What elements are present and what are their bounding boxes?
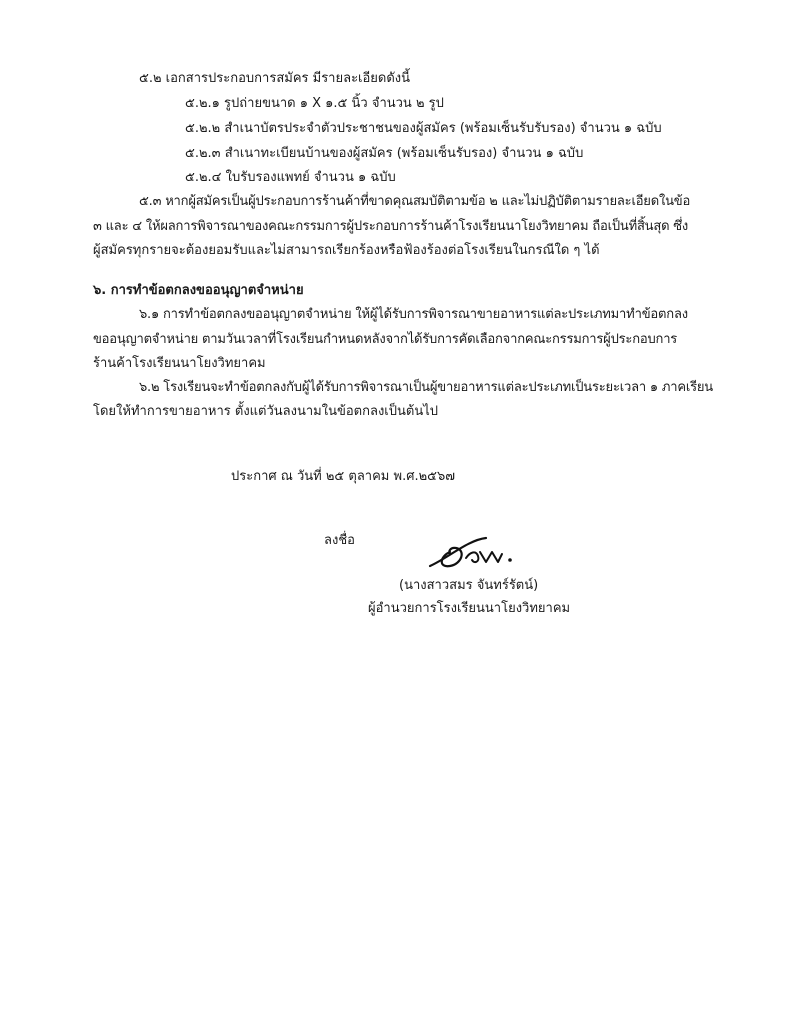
item-5-3-line1: ๕.๓ หากผู้สมัครเป็นผู้ประกอบการร้านค้าที่ขาดคุณสมบัติตามข้อ ๒ และไม่ปฏิบัติตามรายละเอียดในข้อ xyxy=(139,194,691,209)
announce-date: ประกาศ ณ วันที่ ๒๕ ตุลาคม พ.ศ.๒๕๖๗ xyxy=(231,469,456,484)
item-5-2-4: ๕.๒.๔ ใบรับรองแพทย์ จำนวน ๑ ฉบับ xyxy=(185,170,396,185)
signer-name: (นางสาวสมร จันทร์รัตน์) xyxy=(399,578,539,593)
item-5-2-3: ๕.๒.๓ สำเนาทะเบียนบ้านของผู้สมัคร (พร้อมเซ็นรับรอง) จำนวน ๑ ฉบับ xyxy=(185,146,584,161)
item-6-2-line2: โดยให้ทำการขายอาหาร ตั้งแต่วันลงนามในข้อตกลงเป็นต้นไป xyxy=(93,404,439,419)
item-5-2-1: ๕.๒.๑ รูปถ่ายขนาด ๑ X ๑.๕ นิ้ว จำนวน ๒ รูป xyxy=(185,96,444,111)
item-5-2-2: ๕.๒.๒ สำเนาบัตรประจำตัวประชาชนของผู้สมัคร (พร้อมเซ็นรับรับรอง) จำนวน ๑ ฉบับ xyxy=(185,121,662,136)
signer-title: ผู้อำนวยการโรงเรียนนาโยงวิทยาคม xyxy=(368,601,571,616)
item-6-1-line2: ขออนุญาตจำหน่าย ตามวันเวลาที่โรงเรียนกำหนดหลังจากได้รับการคัดเลือกจากคณะกรรมการผู้ประกอบการ xyxy=(93,332,678,347)
item-6-1-line1: ๖.๑ การทำข้อตกลงขออนุญาตจำหน่าย ให้ผู้ได้รับการพิจารณาขายอาหารแต่ละประเภทมาทำข้อตกลง xyxy=(139,307,688,322)
signature xyxy=(428,528,528,574)
item-6-1-line3: ร้านค้าโรงเรียนนาโยงวิทยาคม xyxy=(93,356,266,371)
sign-label: ลงชื่อ xyxy=(324,533,355,548)
section-6-heading: ๖. การทำข้อตกลงขออนุญาตจำหน่าย xyxy=(93,283,304,298)
item-5-3-line2: ๓ และ ๔ ให้ผลการพิจารณาของคณะกรรมการผู้ประกอบการร้านค้าโรงเรียนนาโยงวิทยาคม ถือเป็นที่สิ้นสุด ซึ่ง xyxy=(93,219,689,234)
item-5-3-line3: ผู้สมัครทุกรายจะต้องยอมรับและไม่สามารถเรียกร้องหรือฟ้องร้องต่อโรงเรียนในกรณีใด ๆ ได้ xyxy=(93,243,600,258)
item-5-2: ๕.๒ เอกสารประกอบการสมัคร มีรายละเอียดดังนี้ xyxy=(139,71,411,86)
item-6-2-line1: ๖.๒ โรงเรียนจะทำข้อตกลงกับผู้ได้รับการพิจารณาเป็นผู้ขายอาหารแต่ละประเภทเป็นระยะเวลา ๑ ภาคเรียน xyxy=(139,380,713,395)
